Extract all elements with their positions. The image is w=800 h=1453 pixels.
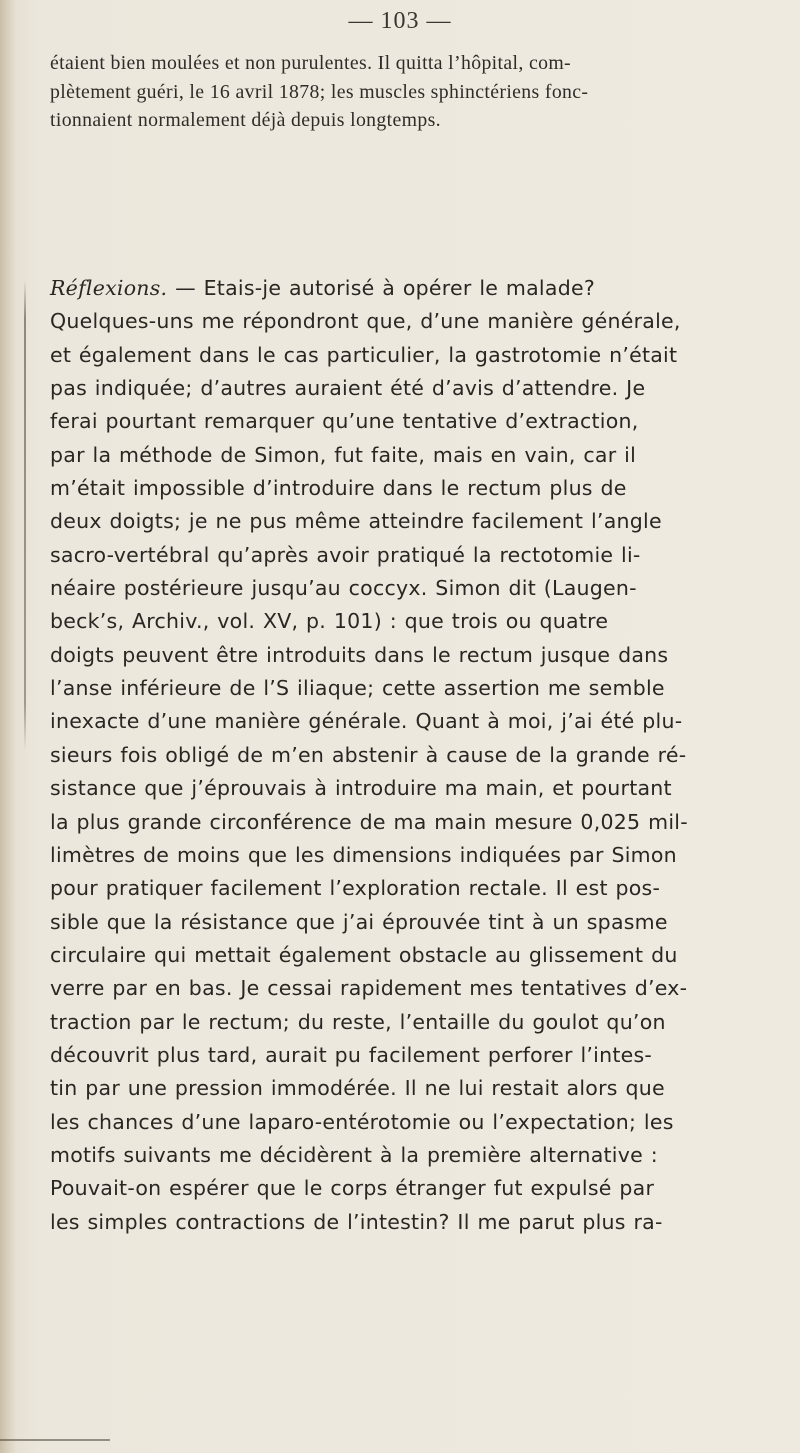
body-line: par la méthode de Simon, fut faite, mais en vain, car il xyxy=(50,442,637,467)
margin-rule xyxy=(24,280,26,750)
body-line: les chances d’une laparo-entérotomie ou l’expectation; les xyxy=(50,1109,674,1134)
body-line: tin par une pression immodérée. Il ne lui restait alors que xyxy=(50,1076,665,1101)
intro-line: plètement guéri, le 16 avril 1878; les muscles sphinctériens fonc- xyxy=(50,80,589,103)
bottom-rule xyxy=(0,1439,110,1441)
intro-line: étaient bien moulées et non purulentes. Il quitta l’hôpital, com- xyxy=(50,52,571,74)
body-line: verre par en bas. Je cessai rapidement mes tentatives d’ex- xyxy=(50,976,688,1001)
body-line: circulaire qui mettait également obstacle au glissement du xyxy=(50,942,678,967)
page-number: — 103 — xyxy=(348,8,452,34)
body-line: la plus grande circonférence de ma main mesure 0,025 mil- xyxy=(50,809,688,834)
body-line: l’anse inférieure de l’S iliaque; cette assertion me semble xyxy=(50,676,665,701)
body-line: pas indiquée; d’autres auraient été d’avis d’attendre. Je xyxy=(50,376,646,401)
intro-paragraph xyxy=(50,49,770,135)
reflexions-first-line-text: — Etais-je autorisé à opérer le malade? xyxy=(167,276,595,300)
body-line: les simples contractions de l’intestin? Il me parut plus ra- xyxy=(50,1209,663,1234)
body-line: sistance que j’éprouvais à introduire ma main, et pourtant xyxy=(50,776,672,801)
reflexions-heading: Réflexions. xyxy=(50,276,168,300)
body-line: néaire postérieure jusqu’au coccyx. Simon dit (Laugen- xyxy=(50,576,637,601)
body-line: sible que la résistance que j’ai éprouvée tint à un spasme xyxy=(50,909,668,934)
body-line: sieurs fois obligé de m’en abstenir à cause de la grande ré- xyxy=(50,742,687,767)
reflexions-first-line xyxy=(50,272,770,305)
body-line: et également dans le cas particulier, la gastrotomie n’était xyxy=(50,342,678,367)
body-line: limètres de moins que les dimensions indiquées par Simon xyxy=(50,842,677,867)
body-line: sacro-vertébral qu’après avoir pratiqué la rectotomie li- xyxy=(50,542,641,567)
body-line: m’était impossible d’introduire dans le rectum plus de xyxy=(50,476,627,501)
body-line: Quelques-uns me répondront que, d’une manière générale, xyxy=(50,309,681,334)
body-line: motifs suivants me décidèrent à la première alternative : xyxy=(50,1142,658,1167)
intro-line: tionnaient normalement déjà depuis longtemps. xyxy=(50,109,441,131)
body-line: ferai pourtant remarquer qu’une tentative d’extraction, xyxy=(50,409,639,434)
body-line: beck’s, Archiv., vol. XV, p. 101) : que trois ou quatre xyxy=(50,609,609,634)
body-line: deux doigts; je ne pus même atteindre facilement l’angle xyxy=(50,509,662,534)
body-line: traction par le rectum; du reste, l’entaille du goulot qu’on xyxy=(50,1009,666,1034)
body-line: doigts peuvent être introduits dans le rectum jusque dans xyxy=(50,642,669,667)
body-line: inexacte d’une manière générale. Quant à moi, j’ai été plu- xyxy=(50,709,683,734)
binding-edge xyxy=(0,0,16,1453)
body-line: pour pratiquer facilement l’exploration rectale. Il est pos- xyxy=(50,876,661,901)
body-line: Pouvait-on espérer que le corps étranger fut expulsé par xyxy=(50,1176,655,1201)
reflexions-paragraph xyxy=(50,272,770,1239)
body-line: découvrit plus tard, aurait pu facilement perforer l’intes- xyxy=(50,1042,653,1067)
